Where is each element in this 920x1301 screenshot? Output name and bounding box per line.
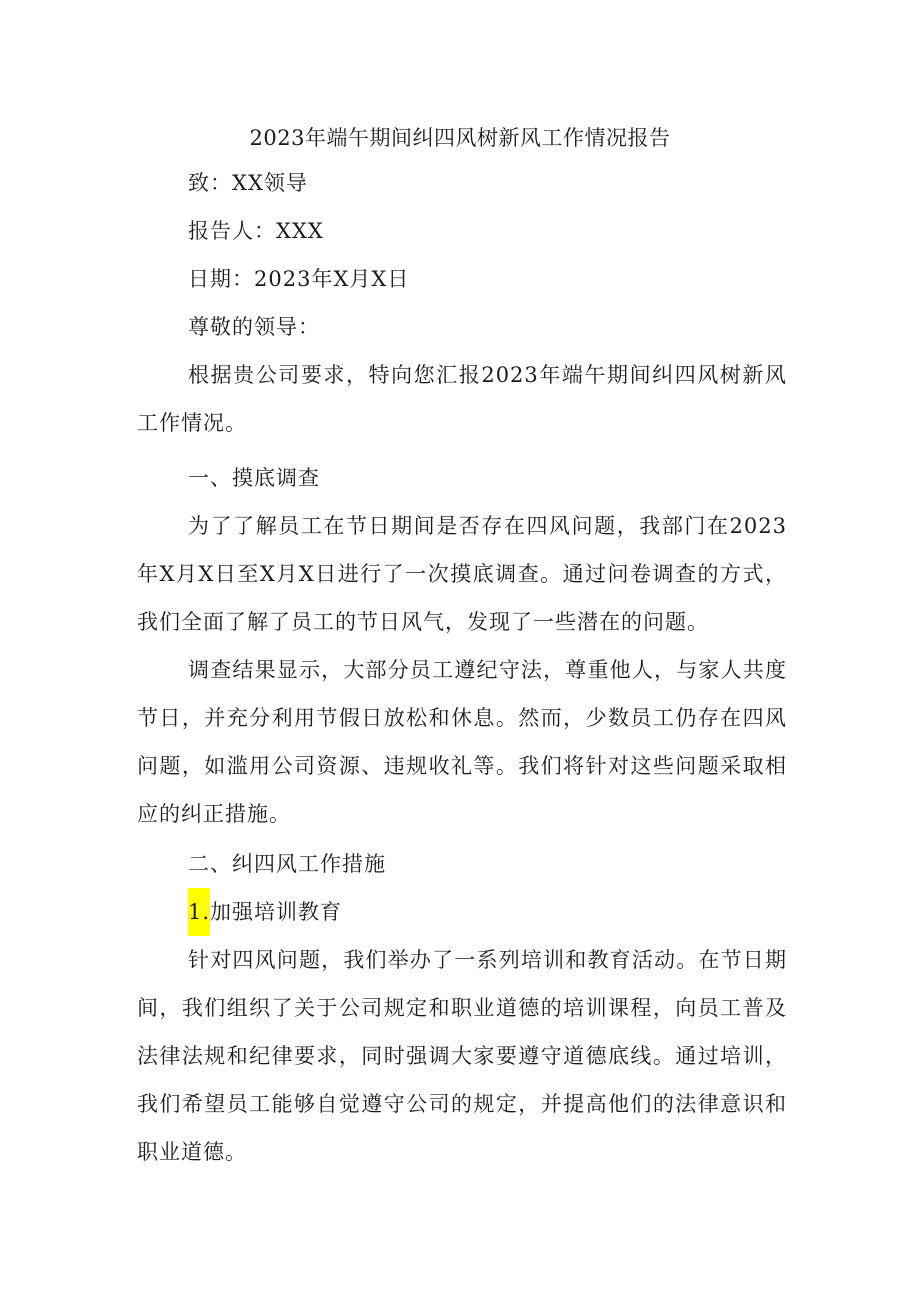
section2-heading: 二、纠四风工作措施 <box>188 852 386 876</box>
subsection-heading <box>188 896 342 928</box>
subsection-number-highlight: 1. <box>188 888 210 936</box>
document-title: 2023年端午期间纠四风树新风工作情况报告 <box>249 126 671 150</box>
date-line: 日期：2023年X月X日 <box>188 267 410 291</box>
reporter-line: 报告人：XXX <box>188 219 324 243</box>
recipient-line: 致：XX领导 <box>188 171 308 195</box>
section1-paragraph-2: 调查结果显示，大部分员工遵纪守法，尊重他人，与家人共度节日，并充分利用节假日放松和休息。然而，少数员工仍存在四风问题，如滥用公司资源、违规收礼等。我们将针对这些问题采取相应的纠正措施。 <box>137 658 787 826</box>
section1-heading: 一、摸底调查 <box>188 466 320 490</box>
salutation-line: 尊敬的领导： <box>188 315 320 339</box>
section2-paragraph-1: 针对四风问题，我们举办了一系列培训和教育活动。在节日期间，我们组织了关于公司规定和职业道德的培训课程，向员工普及法律法规和纪律要求，同时强调大家要遵守道德底线。通过培训，我们希望员工能够自觉遵守公司的规定，并提高他们的法律意识和职业道德。 <box>137 948 787 1164</box>
subsection-label: 加强培训教育 <box>210 900 343 924</box>
intro-paragraph: 根据贵公司要求，特向您汇报2023年端午期间纠四风树新风工作情况。 <box>137 363 787 435</box>
section1-paragraph-1: 为了了解员工在节日期间是否存在四风问题，我部门在2023年X月X日至X月X日进行了一次摸底调查。通过问卷调查的方式，我们全面了解了员工的节日风气，发现了一些潜在的问题。 <box>137 514 787 634</box>
